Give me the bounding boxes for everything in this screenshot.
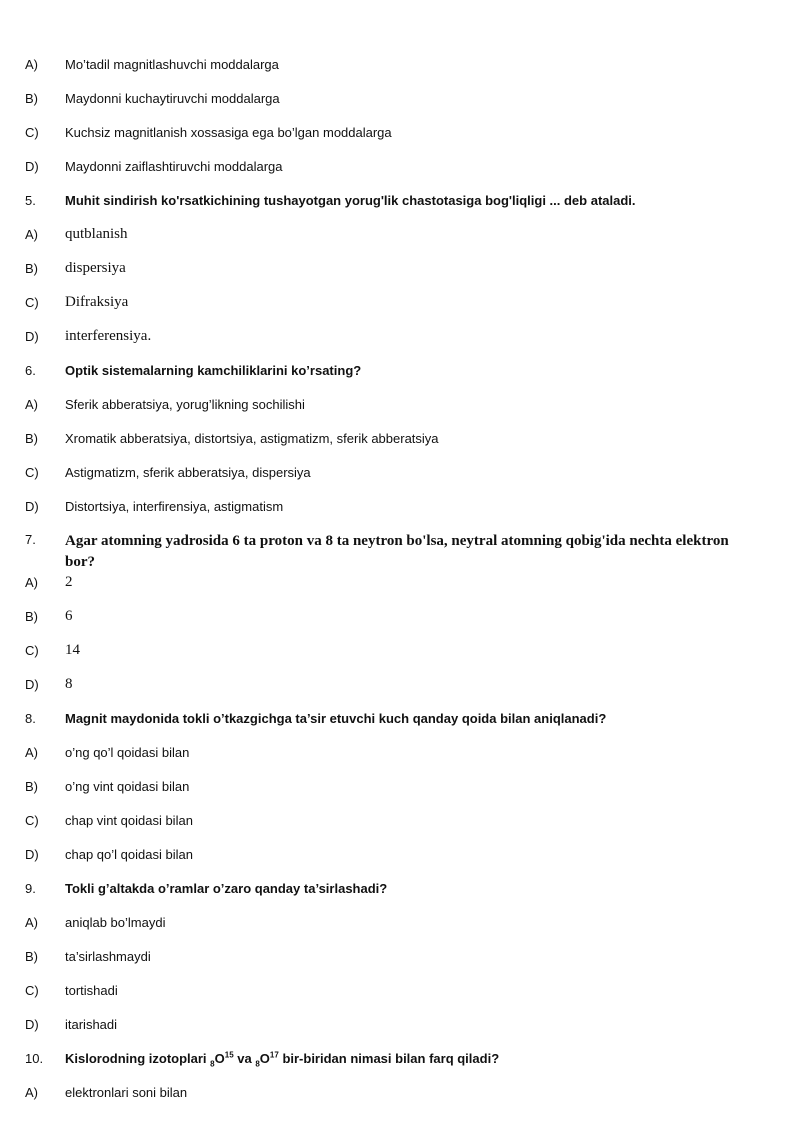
question-6 — [25, 362, 740, 379]
question-8 — [25, 710, 740, 727]
option-d — [25, 1016, 740, 1033]
question-text: Magnit maydonida tokli o’tkazgichga ta’sir etuvchi kuch qanday qoida bilan aniqlanadi? — [65, 711, 607, 726]
option-text: Maydonni zaiflashtiruvchi moddalarga — [65, 159, 283, 174]
option-text: 14 — [65, 642, 80, 658]
question-text: Optik sistemalarning kamchiliklarini ko’rsating? — [65, 363, 362, 378]
atomic-number: 8 — [210, 1059, 215, 1069]
option-b — [25, 90, 740, 107]
option-b — [25, 948, 740, 965]
option-text: 6 — [65, 608, 73, 624]
option-text: 8 — [65, 676, 73, 692]
mass-number: 15 — [224, 1050, 234, 1060]
option-text: qutblanish — [65, 226, 128, 242]
option-label: D) — [25, 499, 39, 514]
option-a — [25, 914, 740, 931]
option-b — [25, 778, 740, 795]
option-a — [25, 744, 740, 761]
option-label: C) — [25, 643, 39, 658]
question-text-part: Kislorodning izotoplari — [65, 1051, 211, 1066]
option-label: C) — [25, 125, 39, 140]
option-label: D) — [25, 677, 39, 692]
option-text: Difraksiya — [65, 294, 129, 310]
question-7 — [25, 531, 740, 573]
option-a — [25, 1084, 740, 1101]
question-number: 5. — [25, 193, 36, 208]
option-text: Mo’tadil magnitlashuvchi moddalarga — [65, 57, 279, 72]
option-label: A) — [25, 745, 38, 760]
question-number: 9. — [25, 881, 36, 896]
option-label: C) — [25, 295, 39, 310]
option-c — [25, 464, 740, 481]
question-number: 7. — [25, 532, 36, 547]
question-text — [65, 1050, 740, 1067]
option-label: A) — [25, 1085, 38, 1100]
option-b — [25, 430, 740, 447]
option-d — [25, 498, 740, 515]
option-text: elektronlari soni bilan — [65, 1085, 188, 1100]
option-label: A) — [25, 575, 38, 590]
element-symbol: O — [214, 1051, 225, 1066]
option-text: ta’sirlashmaydi — [65, 949, 151, 964]
option-label: A) — [25, 227, 38, 242]
option-text: o’ng qo’l qoidasi bilan — [65, 745, 190, 760]
question-text: Tokli g’altakda o’ramlar o’zaro qanday ta’sirlashadi? — [65, 881, 388, 896]
option-label: B) — [25, 949, 38, 964]
option-text: 2 — [65, 574, 73, 590]
option-label: D) — [25, 329, 39, 344]
question-10 — [25, 1050, 740, 1067]
element-symbol: O — [259, 1051, 270, 1066]
option-c — [25, 812, 740, 829]
option-c — [25, 294, 740, 311]
option-d — [25, 328, 740, 345]
question-number: 10. — [25, 1051, 44, 1066]
option-label: A) — [25, 397, 38, 412]
option-label: B) — [25, 609, 38, 624]
option-text: o’ng vint qoidasi bilan — [65, 779, 190, 794]
option-label: B) — [25, 779, 38, 794]
option-label: B) — [25, 261, 38, 276]
option-text: Sferik abberatsiya, yorug’likning sochilishi — [65, 397, 305, 412]
option-label: B) — [25, 91, 38, 106]
option-d — [25, 158, 740, 175]
option-b — [25, 608, 740, 625]
option-label: D) — [25, 159, 39, 174]
option-a — [25, 396, 740, 413]
option-text: dispersiya — [65, 260, 126, 276]
option-label: C) — [25, 465, 39, 480]
option-text: Astigmatizm, sferik abberatsiya, dispersiya — [65, 465, 311, 480]
question-number: 8. — [25, 711, 36, 726]
option-text: Xromatik abberatsiya, distortsiya, astigmatizm, sferik abberatsiya — [65, 431, 439, 446]
option-text: Kuchsiz magnitlanish xossasiga ega bo’lgan moddalarga — [65, 125, 392, 140]
mass-number: 17 — [269, 1050, 279, 1060]
option-text: Distortsiya, interfirensiya, astigmatism — [65, 499, 284, 514]
option-d — [25, 676, 740, 693]
option-text: itarishadi — [65, 1017, 118, 1032]
option-label: D) — [25, 847, 39, 862]
option-c — [25, 642, 740, 659]
option-label: B) — [25, 431, 38, 446]
option-c — [25, 124, 740, 141]
option-label: C) — [25, 983, 39, 998]
question-text: Agar atomning yadrosida 6 ta proton va 8 ta neytron bo'lsa, neytral atomning qobig'ida nechta elektron bor? — [65, 533, 729, 570]
option-label: A) — [25, 57, 38, 72]
option-label: C) — [25, 813, 39, 828]
question-9 — [25, 880, 740, 897]
option-text: chap vint qoidasi bilan — [65, 813, 193, 828]
question-text: Muhit sindirish ko'rsatkichining tushayotgan yorug'lik chastotasiga bog'liqligi ... deb ataladi. — [65, 193, 636, 208]
option-label: D) — [25, 1017, 39, 1032]
option-text: interferensiya. — [65, 328, 152, 344]
question-5 — [25, 192, 740, 209]
atomic-number: 8 — [255, 1059, 260, 1069]
option-text: tortishadi — [65, 983, 118, 998]
question-text-part: bir-biridan nimasi bilan farq qiladi? — [278, 1051, 500, 1066]
option-label: A) — [25, 915, 38, 930]
option-text: Maydonni kuchaytiruvchi moddalarga — [65, 91, 280, 106]
option-a — [25, 226, 740, 243]
option-a — [25, 574, 740, 591]
option-a — [25, 56, 740, 73]
option-text: chap qo’l qoidasi bilan — [65, 847, 193, 862]
question-text-part: va — [233, 1051, 256, 1066]
option-d — [25, 846, 740, 863]
option-c — [25, 982, 740, 999]
option-text: aniqlab bo’lmaydi — [65, 915, 166, 930]
option-b — [25, 260, 740, 277]
question-number: 6. — [25, 363, 36, 378]
